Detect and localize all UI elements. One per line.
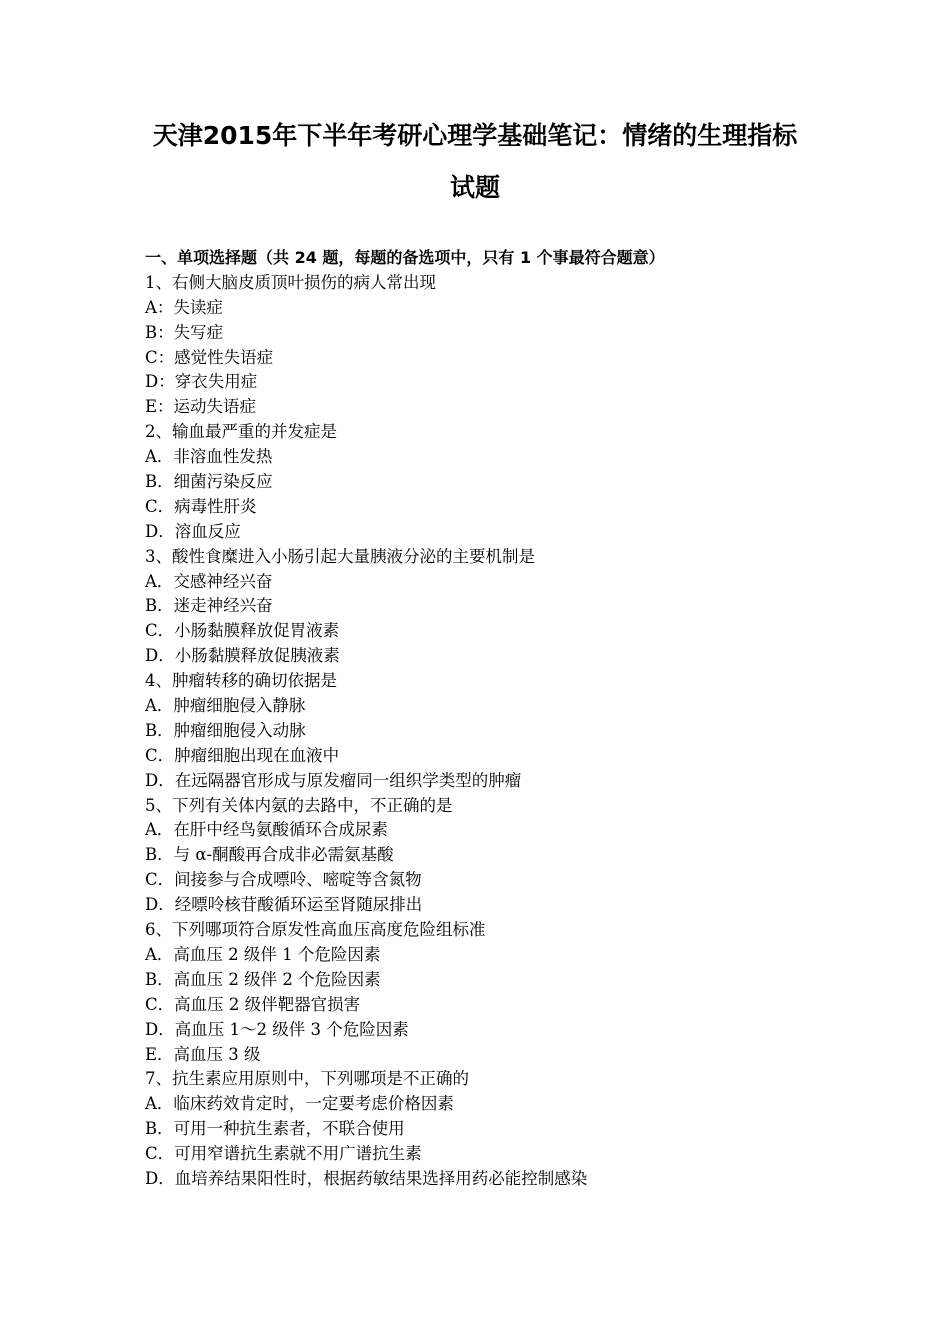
answer-option: D．经嘌呤核苷酸循环运至肾随尿排出 xyxy=(145,895,423,915)
answer-option: C．可用窄谱抗生素就不用广谱抗生素 xyxy=(145,1144,422,1164)
answer-option: B．与 α-酮酸再合成非必需氨基酸 xyxy=(145,845,394,865)
answer-option: B．可用一种抗生素者，不联合使用 xyxy=(145,1119,405,1139)
answer-option: D．在远隔器官形成与原发瘤同一组织学类型的肿瘤 xyxy=(145,770,522,790)
answer-option: C．肿瘤细胞出现在血液中 xyxy=(145,745,340,765)
question-stem: 7、抗生素应用原则中，下列哪项是不正确的 xyxy=(145,1069,469,1089)
answer-option: C：感觉性失语症 xyxy=(145,347,274,367)
answer-option: B．细菌污染反应 xyxy=(145,472,273,492)
answer-option: C．病毒性肝炎 xyxy=(145,496,257,516)
answer-option: B．迷走神经兴奋 xyxy=(145,596,273,616)
answer-option: A．非溶血性发热 xyxy=(145,447,273,467)
question-stem: 5、下列有关体内氨的去路中，不正确的是 xyxy=(145,795,453,815)
document-title: 天津2015年下半年考研心理学基础笔记：情绪的生理指标 xyxy=(152,121,798,150)
answer-option: B：失写症 xyxy=(145,322,224,342)
answer-option: C．间接参与合成嘌呤、嘧啶等含氮物 xyxy=(145,870,422,890)
answer-option: D．小肠黏膜释放促胰液素 xyxy=(145,646,340,666)
document-title-continued: 试题 xyxy=(449,173,500,202)
answer-option: A．临床药效肯定时，一定要考虑价格因素 xyxy=(145,1094,454,1114)
answer-option: B．高血压 2 级伴 2 个危险因素 xyxy=(145,969,381,989)
question-stem: 6、下列哪项符合原发性高血压高度危险组标准 xyxy=(145,920,486,940)
question-stem: 1、右侧大脑皮质顶叶损伤的病人常出现 xyxy=(145,272,436,292)
answer-option: B．肿瘤细胞侵入动脉 xyxy=(145,720,306,740)
answer-option: C．高血压 2 级伴靶器官损害 xyxy=(145,994,361,1014)
answer-option: A．高血压 2 级伴 1 个危险因素 xyxy=(145,944,381,964)
answer-option: A：失读症 xyxy=(145,297,223,317)
question-stem: 4、肿瘤转移的确切依据是 xyxy=(145,671,337,691)
answer-option: E：运动失语症 xyxy=(145,397,257,417)
answer-option: E．高血压 3 级 xyxy=(145,1044,261,1064)
answer-option: A．交感神经兴奋 xyxy=(145,571,273,591)
answer-option: A．在肝中经鸟氨酸循环合成尿素 xyxy=(145,820,388,840)
answer-option: D．血培养结果阳性时，根据药敏结果选择用药必能控制感染 xyxy=(145,1168,588,1188)
question-stem: 2、输血最严重的并发症是 xyxy=(145,422,337,442)
answer-option: D．溶血反应 xyxy=(145,521,241,541)
question-stem: 3、酸性食糜进入小肠引起大量胰液分泌的主要机制是 xyxy=(145,546,535,566)
section-heading: 一、单项选择题（共 24 题，每题的备选项中，只有 1 个事最符合题意） xyxy=(145,248,665,267)
answer-option: C．小肠黏膜释放促胃液素 xyxy=(145,621,340,641)
answer-option: D：穿衣失用症 xyxy=(145,372,258,392)
question-list xyxy=(145,246,845,1192)
answer-option: A．肿瘤细胞侵入静脉 xyxy=(145,696,306,716)
answer-option: D．高血压 1～2 级伴 3 个危险因素 xyxy=(145,1019,409,1039)
